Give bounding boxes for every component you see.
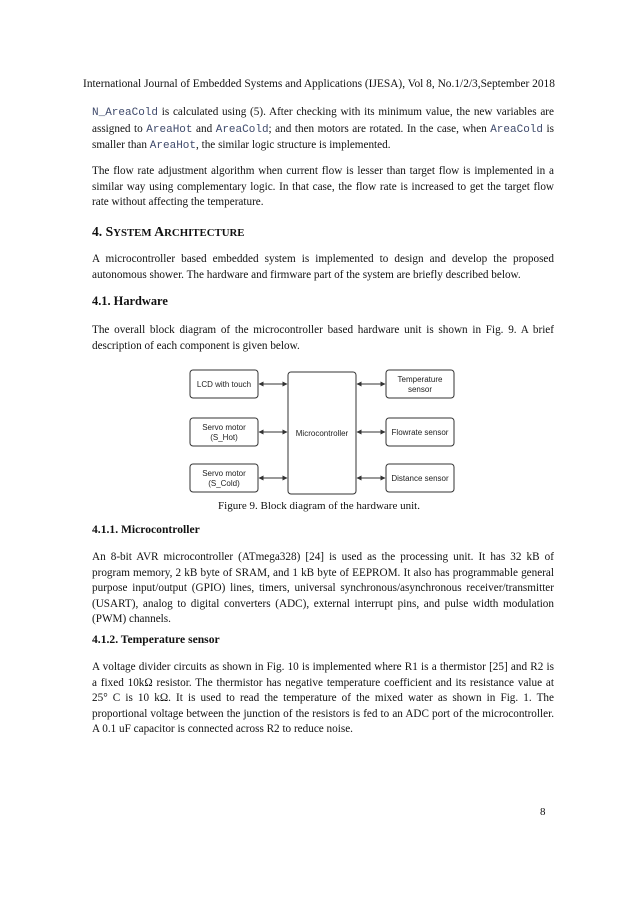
paragraph-architecture: A microcontroller based embedded system is implemented to design and develop the proposed autonomous shower. The hardware and firmware part of the system are briefly described below. — [92, 253, 554, 281]
paragraph-text: is calculated using (5). After checking with its minimum value, the new variables are assigned to — [92, 106, 554, 135]
heading-part: S — [105, 224, 114, 239]
microcontroller-label: Microcontroller — [295, 429, 349, 438]
left-block-label: (S_Cold) — [208, 479, 240, 488]
left-block-label: LCD with touch — [196, 380, 252, 389]
section-number: 4. — [92, 224, 106, 239]
right-block-label: Flowrate sensor — [391, 428, 449, 437]
code-n-areacold: N_AreaCold — [92, 107, 159, 119]
paragraph-text: and — [192, 122, 216, 135]
subsection-heading-hardware: 4.1. Hardware — [92, 294, 168, 308]
section-heading-system-architecture — [92, 224, 245, 240]
hardware-block-diagram — [180, 360, 470, 500]
code-areacold: AreaCold — [490, 123, 544, 136]
paragraph-temperature-sensor: A voltage divider circuits as shown in Fig. 10 is implemented where R1 is a thermistor [25] and R2 is a fixed 10kΩ resistor. The thermistor has negative temperature coefficient and its resistance value at 25° C is 10 kΩ. It is used to read the temperature of the mixed water as shown in Fig. 1. The proportional voltage between the junction of the resistors is fed to an ADC port of the microcontroller. A 0.1 uF capacitor is connected across R2 to reduce noise. — [92, 661, 554, 736]
heading-part: RCHITECTURE — [164, 227, 245, 239]
figure-caption: Figure 9. Block diagram of the hardware unit. — [218, 500, 420, 512]
right-block-label: sensor — [407, 385, 433, 394]
code-areacold: AreaCold — [215, 123, 269, 136]
subsection-heading-microcontroller: 4.1.1. Microcontroller — [92, 523, 200, 536]
paragraph-area-logic — [92, 105, 554, 155]
right-block-label: Distance sensor — [391, 474, 449, 483]
left-block-label: Servo motor — [202, 469, 246, 478]
paragraph-text: is smaller than — [92, 122, 555, 152]
left-block-label: (S_Hot) — [210, 433, 238, 442]
page-number: 8 — [540, 806, 546, 818]
heading-part: A — [154, 224, 165, 239]
paragraph-microcontroller: An 8-bit AVR microcontroller (ATmega328) [24] is used as the processing unit. It has 32 kB of program memory, 2 kB byte of SRAM, and 1 kB byte of EEPROM. It also has programmable general purpose input/output (GPIO) lines, timers, universal synchronous/asynchronous receiver/transmitter (USART), analog to digital converters (ADC), external interrupt pins, and pulse width modulation (PWM) channels. — [92, 551, 554, 626]
right-block-label: Temperature — [397, 375, 443, 384]
code-areahot: AreaHot — [149, 140, 197, 153]
paragraph-flow-rate: The flow rate adjustment algorithm when current flow is lesser than target flow is implemented in a similar way using complementary logic. In that case, the flow rate is increased to get the target flow rate without affecting the temperature. — [92, 165, 554, 209]
subsection-heading-temperature-sensor: 4.1.2. Temperature sensor — [92, 633, 220, 646]
code-areahot: AreaHot — [146, 123, 193, 136]
running-header: International Journal of Embedded Systems and Applications (IJESA), Vol 8, No.1/2/3,September 2018 — [83, 78, 555, 90]
left-block-label: Servo motor — [202, 423, 246, 432]
heading-part: YSTEM — [113, 227, 155, 239]
paragraph-hardware: The overall block diagram of the microcontroller based hardware unit is shown in Fig. 9. A brief description of each component is given below. — [92, 324, 554, 352]
paragraph-text: , the similar logic structure is implemented. — [196, 139, 391, 152]
paragraph-text: ; and then motors are rotated. In the case, when — [268, 122, 491, 135]
